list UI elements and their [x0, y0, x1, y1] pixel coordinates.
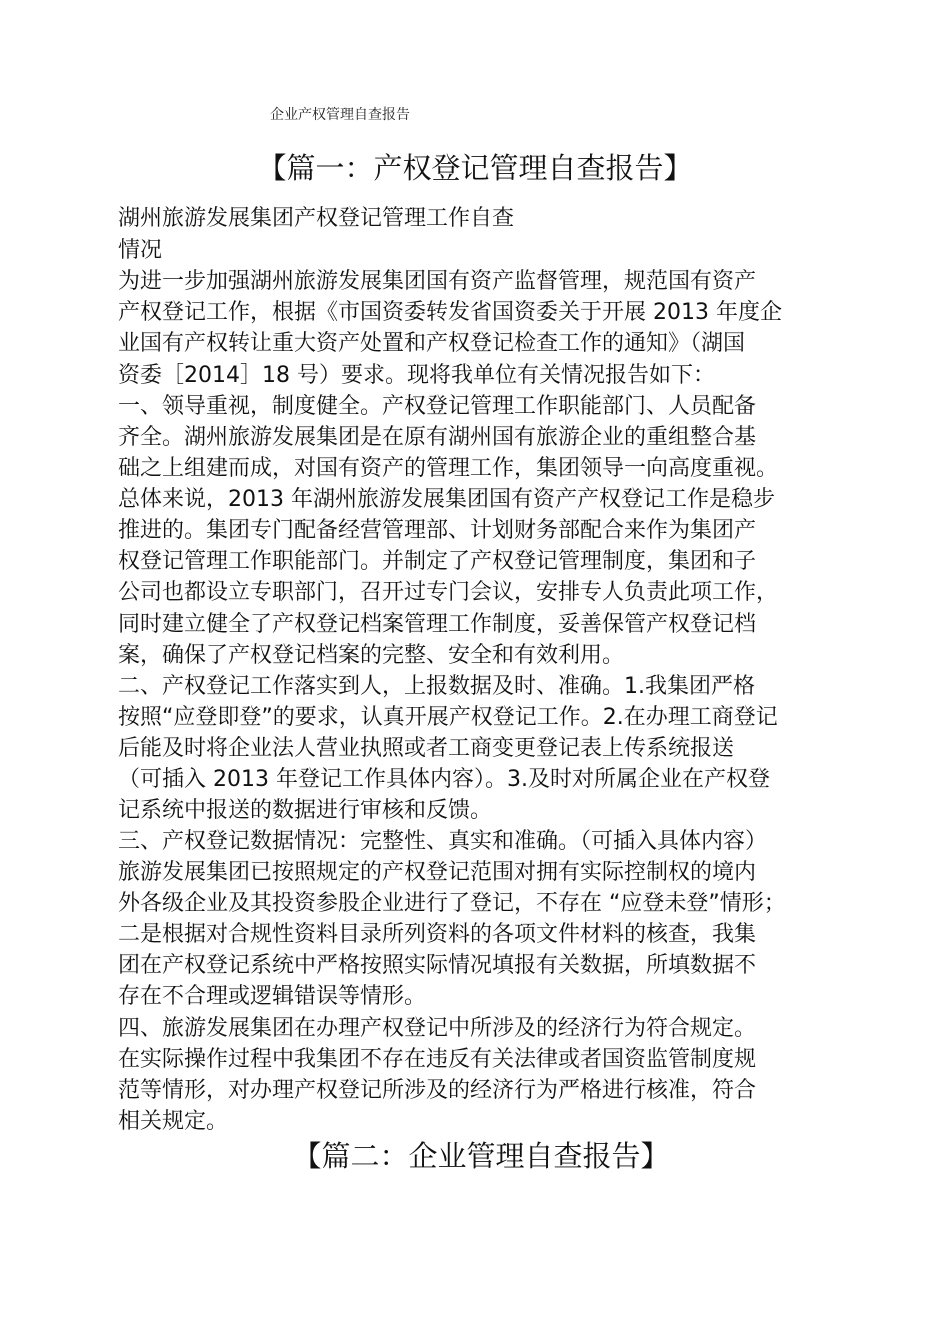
body-line: 总体来说，2013 年湖州旅游发展集团国有资产产权登记工作是稳步: [118, 487, 775, 512]
page-header: 企业产权管理自查报告: [270, 107, 410, 123]
body-line: 同时建立健全了产权登记档案管理工作制度，妥善保管产权登记档: [118, 612, 757, 637]
body-line: 外各级企业及其投资参股企业进行了登记，不存在 “应登未登”情形；: [118, 891, 786, 916]
body-line: 推进的。集团专门配备经营管理部、计划财务部配合来作为集团产: [118, 518, 757, 543]
body-line: 一、领导重视，制度健全。产权登记管理工作职能部门、人员配备: [118, 394, 757, 419]
body-line: 存在不合理或逻辑错误等情形。: [118, 984, 427, 1009]
body-line: 团在产权登记系统中严格按照实际情况填报有关数据，所填数据不: [118, 953, 757, 978]
body-line: 资委［2014］18 号）要求。现将我单位有关情况报告如下：: [118, 363, 715, 388]
section-heading-2: 【篇二：企业管理自查报告】: [292, 1139, 670, 1173]
body-line: 二是根据对合规性资料目录所列资料的各项文件材料的核查，我集: [118, 922, 757, 947]
body-line: 权登记管理工作职能部门。并制定了产权登记管理制度，集团和子: [118, 549, 757, 574]
body-line: 业国有产权转让重大资产处置和产权登记检查工作的通知》（湖国: [118, 331, 746, 356]
body-line: 齐全。湖州旅游发展集团是在原有湖州国有旅游企业的重组整合基: [118, 425, 757, 450]
body-line: 二、产权登记工作落实到人，上报数据及时、准确。1.我集团严格: [118, 674, 755, 699]
body-line: 产权登记工作，根据《市国资委转发省国资委关于开展 2013 年度企: [118, 300, 782, 325]
body-line: 在实际操作过程中我集团不存在违反有关法律或者国资监管制度规: [118, 1047, 757, 1072]
body-line: 公司也都设立专职部门，召开过专门会议，安排专人负责此项工作，: [118, 580, 779, 605]
section-heading-1: 【篇一：产权登记管理自查报告】: [257, 151, 693, 185]
body-line: 三、产权登记数据情况：完整性、真实和准确。（可插入具体内容）: [118, 829, 768, 854]
body-line: 旅游发展集团已按照规定的产权登记范围对拥有实际控制权的境内: [118, 860, 757, 885]
body-line: 情况: [118, 238, 163, 263]
body-line: 按照“应登即登”的要求，认真开展产权登记工作。2.在办理工商登记: [118, 705, 778, 730]
body-line: 相关规定。: [118, 1109, 229, 1134]
body-line: 为进一步加强湖州旅游发展集团国有资产监督管理，规范国有资产: [118, 269, 757, 294]
body-line: 后能及时将企业法人营业执照或者工商变更登记表上传系统报送: [118, 736, 735, 761]
body-line: （可插入 2013 年登记工作具体内容）。3.及时对所属企业在产权登: [118, 767, 770, 792]
body-line: 范等情形，对办理产权登记所涉及的经济行为严格进行核准，符合: [118, 1078, 757, 1103]
body-line: 案，确保了产权登记档案的完整、安全和有效利用。: [118, 643, 625, 668]
body-line: 湖州旅游发展集团产权登记管理工作自查: [118, 206, 515, 231]
body-line: 记系统中报送的数据进行审核和反馈。: [118, 798, 493, 823]
body-line: 四、旅游发展集团在办理产权登记中所涉及的经济行为符合规定。: [118, 1016, 757, 1041]
body-line: 础之上组建而成，对国有资产的管理工作，集团领导一向高度重视。: [118, 456, 779, 481]
